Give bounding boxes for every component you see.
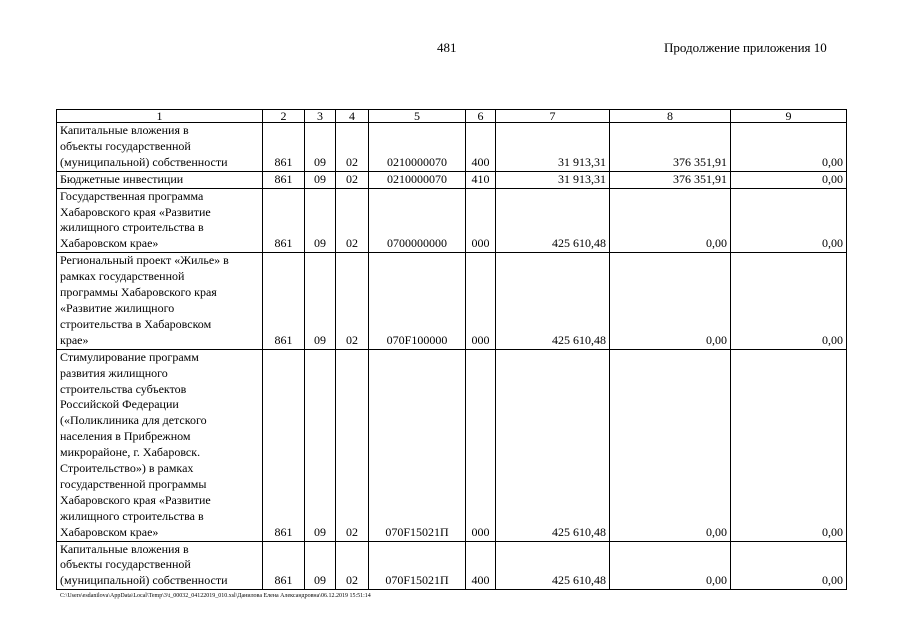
amount-col7-cell: 425 610,48 [496,253,610,349]
item-name-line: объекты государственной [60,557,191,572]
subsection-code-cell: 02 [336,349,369,541]
target-article-cell: 070F15021П [369,541,466,590]
amount-col9-cell: 0,00 [731,253,847,349]
column-header-6: 6 [466,110,496,123]
amount-col8-cell: 0,00 [610,349,731,541]
ministry-code-cell: 861 [263,188,305,253]
item-name-line: Хабаровском крае» [60,524,159,539]
item-name-cell [57,171,263,188]
ministry-code-cell: 861 [263,349,305,541]
column-number-header-row [57,110,847,123]
item-name-line: (муниципальной) собственности [60,154,228,169]
amount-col7-cell: 31 913,31 [496,171,610,188]
item-name-line: Бюджетные инвестиции [60,171,184,186]
amount-col9-cell: 0,00 [731,541,847,590]
amount-col7-cell: 425 610,48 [496,349,610,541]
amount-col7-cell: 425 610,48 [496,541,610,590]
item-name-line: государственной программы [60,476,207,491]
amount-col9-cell: 0,00 [731,188,847,253]
amount-col9-cell: 0,00 [731,123,847,172]
table-row [57,541,847,590]
amount-col9-cell: 0,00 [731,349,847,541]
item-name-line: Хабаровском крае» [60,236,159,251]
table-row [57,171,847,188]
item-name-line: Стимулирование программ [60,349,199,364]
table-row [57,253,847,349]
table-row [57,123,847,172]
section-code-cell: 09 [305,188,336,253]
section-code-cell: 09 [305,349,336,541]
target-article-cell: 070F15021П [369,349,466,541]
item-name-line: Капитальные вложения в [60,123,189,137]
expense-type-cell: 000 [466,253,496,349]
amount-col9-cell: 0,00 [731,171,847,188]
column-header-4: 4 [336,110,369,123]
expense-type-cell: 400 [466,541,496,590]
column-header-5: 5 [369,110,466,123]
expense-type-cell: 400 [466,123,496,172]
expense-type-cell: 410 [466,171,496,188]
amount-col8-cell: 376 351,91 [610,123,731,172]
appendix-continuation-note: Продолжение приложения 10 [664,40,827,55]
target-article-cell: 070F100000 [369,253,466,349]
item-name-line: жилищного строительства в [60,220,204,235]
budget-table [56,109,847,590]
item-name-line: строительства в Хабаровском [60,316,212,331]
item-name-line: строительства субъектов [60,381,187,396]
item-name-line: Хабаровского края «Развитие [60,204,211,219]
item-name-line: Хабаровского края «Развитие [60,492,211,507]
item-name-line: развития жилищного [60,365,168,380]
target-article-cell: 0700000000 [369,188,466,253]
expense-type-cell: 000 [466,188,496,253]
item-name-line: рамках государственной [60,269,185,284]
item-name-cell [57,541,263,590]
amount-col8-cell: 376 351,91 [610,171,731,188]
ministry-code-cell: 861 [263,253,305,349]
item-name-line: Капитальные вложения в [60,541,189,556]
item-name-line: Региональный проект «Жилье» в [60,253,229,268]
amount-col8-cell: 0,00 [610,188,731,253]
table-row [57,349,847,541]
column-header-9: 9 [731,110,847,123]
item-name-line: крае» [60,332,89,347]
item-name-line: (муниципальной) собственности [60,573,228,588]
column-header-8: 8 [610,110,731,123]
footer-file-path: C:\Users\esdanilova\AppData\Local\Temp\3\t_00032_04122019_010.xsl\Данилова Елена Александровна\06.12.2019 15:51:14 [60,593,371,599]
item-name-cell [57,123,263,172]
target-article-cell: 0210000070 [369,123,466,172]
page-number: 481 [437,40,457,55]
section-code-cell: 09 [305,541,336,590]
amount-col7-cell: 425 610,48 [496,188,610,253]
column-header-3: 3 [305,110,336,123]
column-header-1: 1 [57,110,263,123]
section-code-cell: 09 [305,171,336,188]
subsection-code-cell: 02 [336,188,369,253]
item-name-line: объекты государственной [60,138,191,153]
target-article-cell: 0210000070 [369,171,466,188]
amount-col8-cell: 0,00 [610,541,731,590]
ministry-code-cell: 861 [263,171,305,188]
item-name-cell [57,253,263,349]
item-name-line: микрорайоне, г. Хабаровск. [60,445,201,460]
table-row [57,188,847,253]
amount-col8-cell: 0,00 [610,253,731,349]
ministry-code-cell: 861 [263,123,305,172]
item-name-line: жилищного строительства в [60,508,204,523]
expense-type-cell: 000 [466,349,496,541]
item-name-cell [57,349,263,541]
item-name-line: населения в Прибрежном [60,429,191,444]
subsection-code-cell: 02 [336,171,369,188]
item-name-line: Российской Федерации [60,397,179,412]
amount-col7-cell: 31 913,31 [496,123,610,172]
item-name-cell [57,188,263,253]
item-name-line: программы Хабаровского края [60,285,217,300]
item-name-line: Государственная программа [60,188,204,203]
ministry-code-cell: 861 [263,541,305,590]
subsection-code-cell: 02 [336,253,369,349]
item-name-line: («Поликлиника для детского [60,413,207,428]
column-header-2: 2 [263,110,305,123]
item-name-line: «Развитие жилищного [60,300,175,315]
subsection-code-cell: 02 [336,123,369,172]
section-code-cell: 09 [305,253,336,349]
section-code-cell: 09 [305,123,336,172]
subsection-code-cell: 02 [336,541,369,590]
column-header-7: 7 [496,110,610,123]
item-name-line: Строительство») в рамках [60,461,194,476]
